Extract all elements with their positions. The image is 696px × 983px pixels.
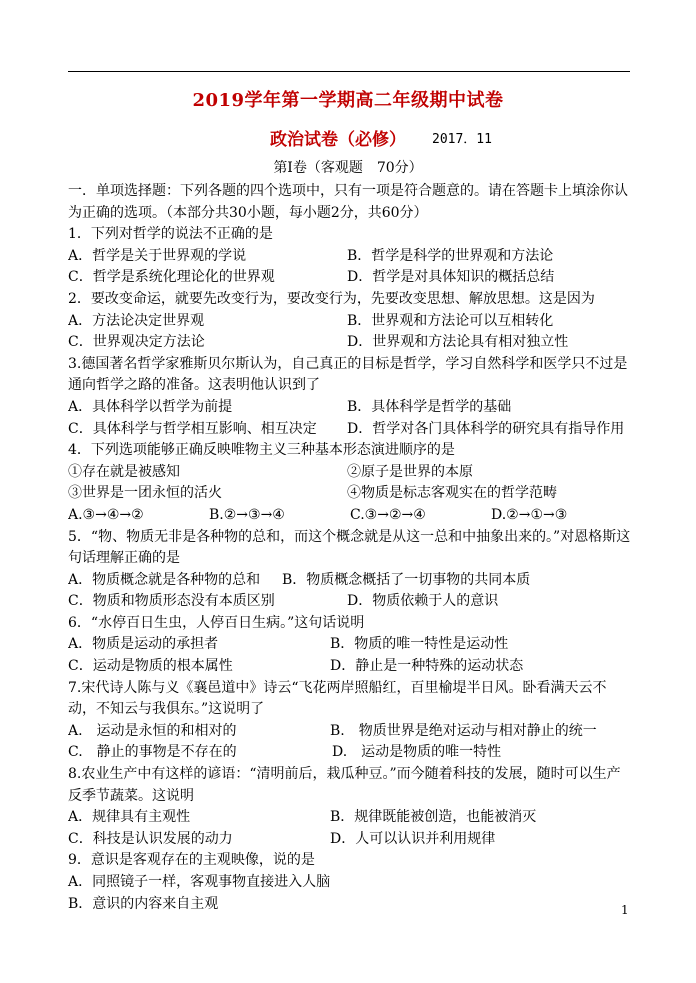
option: D．哲学是对具体知识的概括总结: [347, 269, 555, 286]
option-row: [68, 311, 634, 333]
option: A．规律具有主观性: [68, 809, 191, 826]
question-stem: 8.农业生产中有这样的谚语：“清明前后，栽瓜种豆。”而今随着科技的发展，随时可以生产反季节蔬菜。这说明: [68, 766, 621, 804]
question-stem: 6．“水停百日生虫，人停百日生病。”这句话说明: [68, 614, 365, 631]
statement-row: [68, 483, 634, 505]
option: C．具体科学与哲学相互影响、相互决定: [68, 420, 317, 437]
option-row: [68, 591, 634, 613]
option-row: [68, 634, 634, 656]
option-row: [68, 721, 634, 743]
option: B．物质概念概括了一切事物的共同本质: [282, 571, 531, 588]
statement: ②原子是世界的本原: [347, 463, 473, 480]
statement: ③世界是一团永恒的活火: [68, 485, 222, 502]
option: B．具体科学是哲学的基础: [347, 398, 512, 415]
question-stem: 9．意识是客观存在的主观映像，说的是: [68, 852, 315, 869]
option-row: [68, 332, 634, 354]
option: C．运动是物质的根本属性: [68, 658, 233, 675]
option: A．同照镜子一样，客观事物直接进入人脑: [68, 874, 331, 890]
option-row: [68, 656, 634, 678]
exam-subtitle: 政治试卷（必修）: [270, 130, 406, 150]
option: D. 运动是物质的唯一特性: [332, 744, 502, 761]
option: C.③→②→④: [350, 506, 426, 523]
statement-row: [68, 462, 634, 484]
option: B．物质的唯一特性是运动性: [330, 636, 509, 653]
exam-title: 2019学年第一学期高二年级期中试卷: [192, 90, 504, 111]
question-stem: 5．“物、物质无非是各种物的总和，而这个概念就是从这一总和中抽象出来的。”对恩格斯这句话理解正确的是: [68, 528, 631, 567]
option: D．静止是一种特殊的运动状态: [330, 658, 524, 675]
option: A．具体科学以哲学为前提: [68, 398, 233, 415]
option: A.③→④→②: [68, 506, 144, 523]
option-row: [68, 397, 634, 419]
section-heading: 第Ⅰ卷（客观题 70分）: [273, 160, 423, 176]
question-stem: 3.德国著名哲学家雅斯贝尔斯认为，自己真正的目标是哲学，学习自然科学和医学只不过是通向哲学之路的准备。这表明他认识到了: [68, 355, 628, 394]
option-row: [68, 419, 634, 441]
option: A．方法论决定世界观: [68, 312, 205, 329]
option: A．物质是运动的承担者: [68, 636, 219, 653]
option-row: [68, 807, 634, 829]
page-number: 1: [621, 903, 629, 917]
option: B. 物质世界是绝对运动与相对静止的统一: [330, 722, 597, 739]
option: C．世界观决定方法论: [68, 334, 205, 351]
option-row: [68, 267, 634, 289]
option: A．哲学是关于世界观的学说: [68, 247, 247, 264]
option: B.②→③→④: [209, 506, 285, 523]
question-stem: 1．下列对哲学的说法不正确的是: [68, 226, 273, 243]
option: A．物质概念就是各种物的总和: [68, 571, 261, 588]
question-stem: 7.宋代诗人陈与义《襄邑道中》诗云“飞花两岸照船红，百里榆堤半日风。卧看满天云不动，不知云与我俱东。”这说明了: [68, 679, 607, 718]
option-row: [68, 829, 634, 851]
option-row: [68, 570, 634, 592]
option: D．人可以认识并利用规律: [330, 830, 496, 847]
question-stem: 4．下列选项能够正确反映唯物主义三种基本形态演进顺序的是: [68, 442, 455, 459]
exam-date: 2017．11: [432, 132, 492, 147]
statement: ④物质是标志客观实在的哲学范畴: [347, 485, 557, 502]
option-row: [68, 505, 634, 527]
option-row: [68, 742, 634, 764]
option: D.②→①→③: [491, 506, 568, 523]
option: B．意识的内容来自主观: [68, 895, 219, 912]
question-stem: 2．要改变命运，就要先改变行为，要改变行为，先要改变思想、解放思想。这是因为: [68, 290, 595, 307]
option: C．哲学是系统化理论化的世界观: [68, 269, 275, 286]
statement: ①存在就是被感知: [68, 463, 180, 480]
exam-content: [68, 181, 634, 915]
option: C．科技是认识发展的动力: [68, 830, 233, 847]
option: B．哲学是科学的世界观和方法论: [347, 247, 554, 264]
option: C．物质和物质形态没有本质区别: [68, 593, 275, 610]
option: B．规律既能被创造，也能被消灭: [330, 809, 537, 826]
option: A. 运动是永恒的和相对的: [68, 722, 237, 739]
option: D．物质依赖于人的意识: [347, 593, 499, 610]
option: C. 静止的事物是不存在的: [68, 744, 237, 761]
instructions: 一．单项选择题：下列各题的四个选项中，只有一项是符合题意的。请在答题卡上填涂你认为正确的选项。（本部分共30小题，每小题2分，共60分）: [68, 183, 628, 221]
option-row: [68, 246, 634, 268]
option: D．哲学对各门具体科学的研究具有指导作用: [347, 420, 625, 437]
header-rule: [68, 71, 630, 72]
option: B．世界观和方法论可以互相转化: [347, 312, 554, 329]
option: D．世界观和方法论具有相对独立性: [347, 334, 569, 351]
